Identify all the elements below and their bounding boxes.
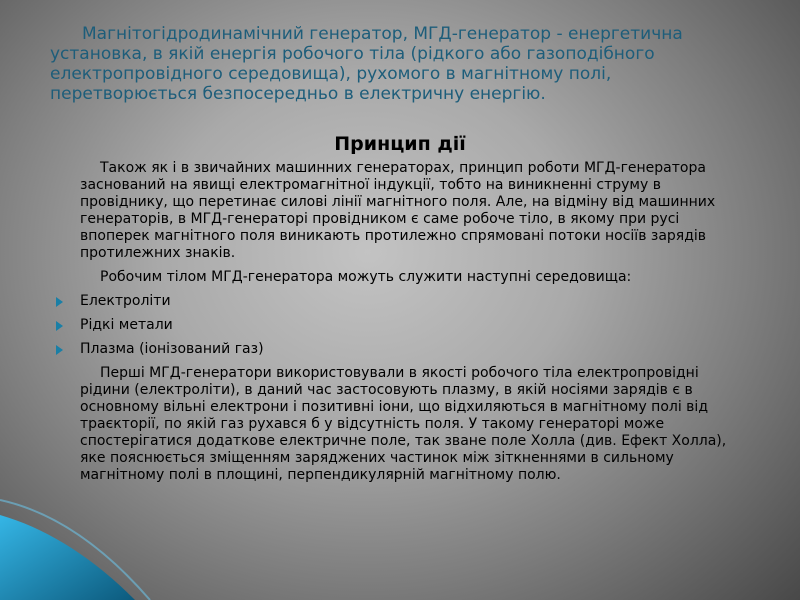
swoosh-shape: [0, 515, 135, 600]
media-intro-paragraph: Робочим тілом МГД-генератора можуть служити наступні середовища:: [100, 269, 632, 285]
slide-title: Магнітогідродинамічний генератор, МГД-генератор - енергетична установка, в якій енергія робочого тіла (рідкого або газоподібного електропровідного середовища), рухомого в магнітному полі, перетворюється безпосередньо в електричну енергію.: [50, 24, 683, 104]
triangle-bullet-icon: [56, 321, 63, 331]
list-item: [80, 317, 750, 334]
list-item: [80, 341, 750, 358]
history-paragraph: Перші МГД-генератори використовували в якості робочого тіла електропровідні рідини (електроліти), в даний час застосовують плазму, в якій носіями зарядів є в основному вільні електрони і позитивні іони, що відхиляються в магнітному полі від траєкторії, по якій газ рухався б у відсутність поля. У такому генераторі може спостерігатися додаткове електричне поле, так зване поле Холла (див. Ефект Холла), яке пояснюється зміщенням заряджених частинок між зіткненнями в сильному магнітному полі в площині, перпендикулярній магнітному полю.: [80, 365, 727, 483]
list-item-label: Електроліти: [80, 293, 171, 309]
list-item: [80, 293, 750, 310]
swoosh-line: [0, 500, 150, 600]
slide-content: [80, 160, 750, 491]
media-list: [80, 293, 750, 358]
list-item-label: Плазма (іонізований газ): [80, 341, 264, 357]
intro-paragraph: Також як і в звичайних машинних генераторах, принцип роботи МГД-генератора заснований на явищі електромагнітної індукції, тобто на виникненні струму в провіднику, що перетинає силові лінії магнітного поля. Але, на відміну від машинних генераторів, в МГД-генераторі провідником є саме робоче тіло, в якому при русі впоперек магнітного поля виникають протилежно спрямовані потоки носіїв зарядів протилежних знаків.: [80, 160, 716, 261]
triangle-bullet-icon: [56, 345, 63, 355]
section-heading: Принцип дії: [334, 133, 466, 155]
list-item-label: Рідкі метали: [80, 317, 173, 333]
triangle-bullet-icon: [56, 297, 63, 307]
